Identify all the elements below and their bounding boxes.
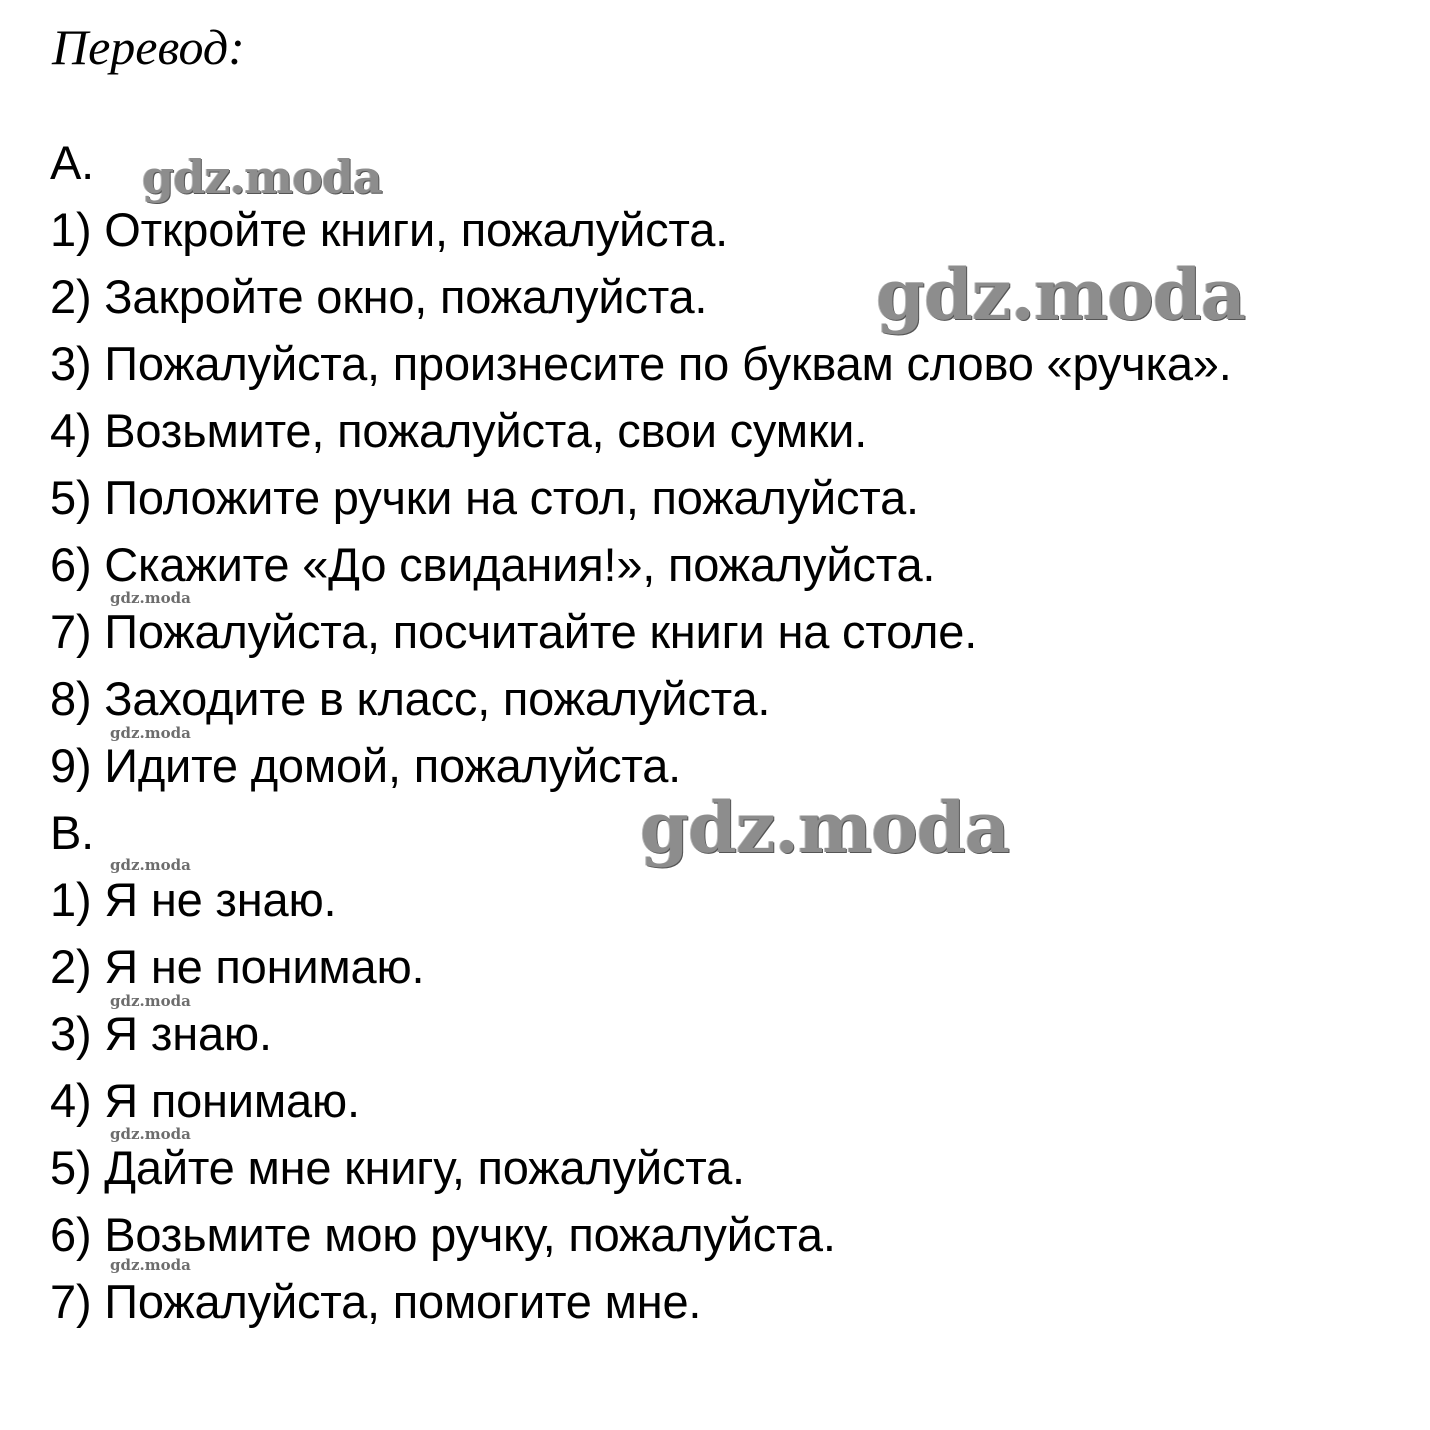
section-b-label: B. [50, 806, 95, 859]
watermark-small: gdz.moda [110, 724, 191, 742]
section-a-item-7: 7) Пожалуйста, посчитайте книги на столе. [50, 605, 978, 658]
section-b-item-7: 7) Пожалуйста, помогите мне. [50, 1275, 702, 1328]
section-b-item-4: 4) Я понимаю. [50, 1074, 360, 1127]
watermark: gdz.moda [142, 150, 382, 204]
section-a-item-2: 2) Закройте окно, пожалуйста. [50, 270, 708, 323]
section-b-item-3: 3) Я знаю. [50, 1007, 272, 1060]
section-a-item-5: 5) Положите ручки на стол, пожалуйста. [50, 471, 919, 524]
watermark: gdz.moda [876, 253, 1246, 336]
watermark-small: gdz.moda [110, 589, 191, 607]
watermark-small: gdz.moda [110, 992, 191, 1010]
section-b-item-2: 2) Я не понимаю. [50, 940, 425, 993]
section-b-item-1: 1) Я не знаю. [50, 873, 337, 926]
section-a-item-6: 6) Скажите «До свидания!», пожалуйста. [50, 538, 936, 591]
watermark-small: gdz.moda [110, 856, 191, 874]
section-a-label: A. [50, 136, 95, 189]
watermark-small: gdz.moda [110, 1256, 191, 1274]
watermark-small: gdz.moda [110, 1125, 191, 1143]
watermark: gdz.moda [640, 786, 1010, 869]
section-a-item-9: 9) Идите домой, пожалуйста. [50, 739, 682, 792]
section-a-item-3: 3) Пожалуйста, произнесите по буквам слово «ручка». [50, 337, 1232, 390]
section-b-item-5: 5) Дайте мне книгу, пожалуйста. [50, 1141, 745, 1194]
page-title: Перевод: [52, 19, 245, 75]
section-a-item-8: 8) Заходите в класс, пожалуйста. [50, 672, 771, 725]
section-b-item-6: 6) Возьмите мою ручку, пожалуйста. [50, 1208, 836, 1261]
section-a-item-4: 4) Возьмите, пожалуйста, свои сумки. [50, 404, 868, 457]
section-a-item-1: 1) Откройте книги, пожалуйста. [50, 203, 729, 256]
